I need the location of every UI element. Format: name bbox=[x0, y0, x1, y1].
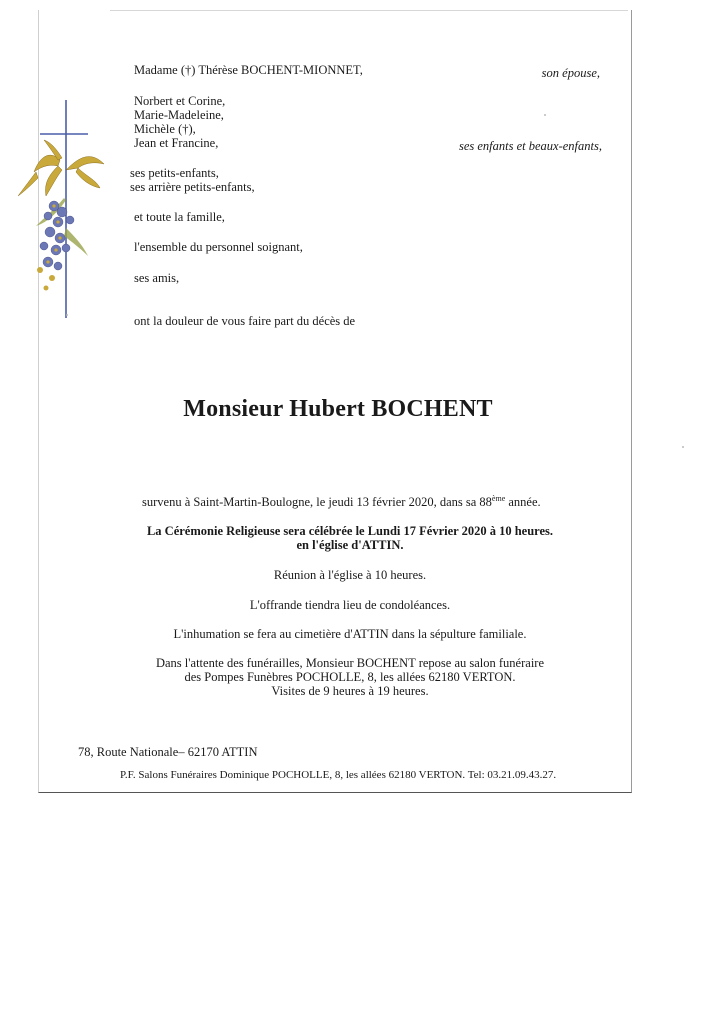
child-4: Jean et Francine, bbox=[134, 136, 219, 150]
funeral-home-info: P.F. Salons Funéraires Dominique POCHOLLE, 8, les allées 62180 VERTON. Tel: 03.21.09.43.27. bbox=[120, 769, 557, 781]
death-line bbox=[142, 492, 541, 510]
deceased-name: Monsieur Hubert BOCHENT bbox=[183, 396, 493, 422]
death-line-main: survenu à Saint-Martin-Boulogne, le jeudi 13 février 2020, dans sa 88 bbox=[142, 495, 492, 510]
child-2: Marie-Madeleine, bbox=[134, 108, 224, 122]
lily-flower-icon bbox=[18, 140, 104, 196]
ceremony-line-1: La Cérémonie Religieuse sera célébrée le Lundi 17 Février 2020 à 10 heures. bbox=[146, 524, 554, 538]
great-grandchildren: ses arrière petits-enfants, bbox=[130, 180, 255, 194]
wife-name: Madame (†) Thérèse BOCHENT-MIONNET, bbox=[134, 63, 363, 77]
offering-note: L'offrande tiendra lieu de condoléances. bbox=[249, 598, 451, 612]
child-3: Michèle (†), bbox=[134, 122, 196, 136]
grandchildren: ses petits-enfants, bbox=[130, 166, 219, 180]
friends: ses amis, bbox=[134, 271, 180, 285]
scan-speck bbox=[66, 314, 68, 316]
child-1: Norbert et Corine, bbox=[134, 94, 226, 108]
children-role: ses enfants et beaux-enfants, bbox=[458, 139, 602, 153]
family-address: 78, Route Nationale– 62170 ATTIN bbox=[78, 745, 258, 759]
wife-role: son épouse, bbox=[541, 66, 600, 80]
death-line-superscript: ème bbox=[491, 494, 506, 503]
announcement: ont la douleur de vous faire part du décès de bbox=[134, 314, 356, 328]
scan-speck bbox=[544, 114, 546, 116]
rest-line-1: Dans l'attente des funérailles, Monsieur BOCHENT repose au salon funéraire bbox=[155, 656, 545, 670]
care-staff: l'ensemble du personnel soignant, bbox=[134, 240, 303, 254]
death-line-end: année. bbox=[505, 495, 541, 510]
burial-note: L'inhumation se fera au cimetière d'ATTIN dans la sépulture familiale. bbox=[173, 627, 527, 641]
family: et toute la famille, bbox=[134, 210, 225, 224]
church-meeting: Réunion à l'église à 10 heures. bbox=[273, 568, 427, 582]
rest-line-2: des Pompes Funèbres POCHOLLE, 8, les allées 62180 VERTON. bbox=[184, 670, 516, 684]
scan-speck bbox=[682, 446, 684, 448]
rest-line-3: Visites de 9 heures à 19 heures. bbox=[271, 684, 429, 698]
ceremony-line-2: en l'église d'ATTIN. bbox=[296, 538, 404, 552]
cross-flower-illustration bbox=[0, 0, 110, 330]
